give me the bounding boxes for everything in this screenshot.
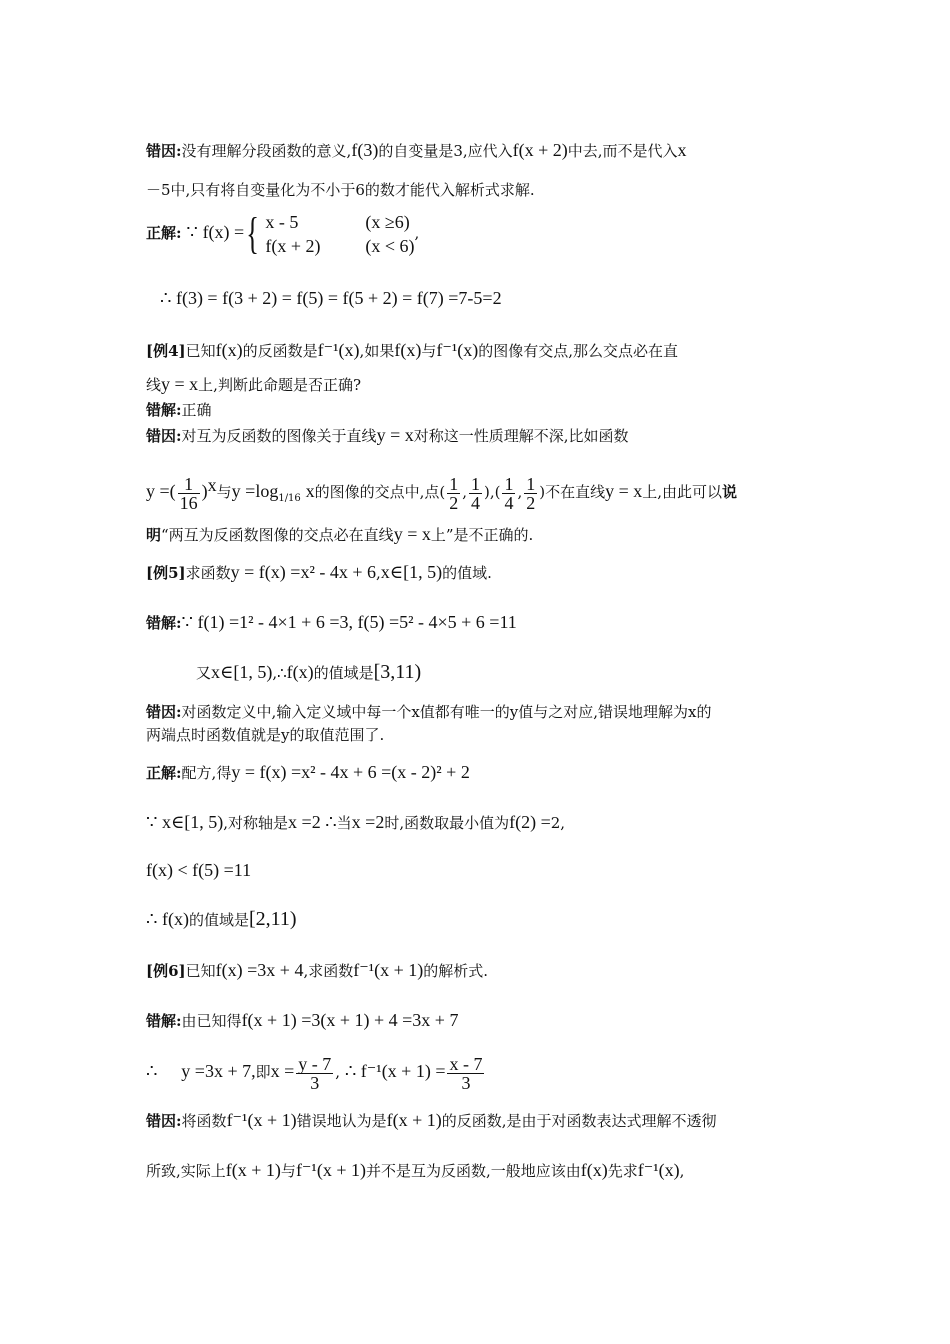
line-13: 又x∈[1, 5),∴f(x)的值域是[3,11) xyxy=(196,661,422,683)
fraction-p1-y: $\frac{1}{4}$ xyxy=(470,473,480,513)
line-1: 错因:没有理解分段函数的意义,f(3)的自变量是3,应代入f(x + 2)中去,而不是代入x xyxy=(146,140,687,160)
line-16: 正解:配方,得y = f(x) =x² - 4x + 6 =(x - 2)² + 2 xyxy=(146,762,470,782)
line-5-example4: [例4]已知f(x)的反函数是f⁻¹(x),如果f(x)与f⁻¹(x)的图像有交点,那么交点必在直 xyxy=(146,340,678,360)
line-2: －5中,只有将自变量化为不小于6的数才能代入解析式求解. xyxy=(146,181,535,199)
line-22: ∴ y =3x + 7,即x = $\frac{y - 7}{3}$ , ∴ f⁻¹(x + 1) = $\frac{x - 7}{3}$ xyxy=(146,1053,483,1093)
line-9-formula: y =( $\frac{1}{16}$ )$^x$与$y =\log_{1/16}$ x的图像的交点中,点( $\frac{1}{2}$ , $\frac{1}{4}$ ),( $\frac{1}{4}$ , $\frac{1}{2}$ )不在直线y = x上,由此可以说 xyxy=(146,473,738,513)
line-17: ∵ x∈[1, 5),对称轴是x =2 ∴当x =2时,函数取最小值为f(2) =2, xyxy=(146,812,566,832)
fraction-1-16: $\frac{1}{16}$ xyxy=(179,473,198,513)
line-21: 错解:由已知得f(x + 1) =3(x + 1) + 4 =3x + 7 xyxy=(146,1010,459,1030)
fraction-p1-x: $\frac{1}{2}$ xyxy=(449,473,459,513)
fraction-y-minus-7: $\frac{y - 7}{3}$ xyxy=(298,1053,332,1093)
line-7: 错解:正确 xyxy=(146,401,212,419)
piecewise-cases: x - 5 (x ≥6) f(x + 2) (x < 6) xyxy=(265,212,415,256)
line-23: 错因:将函数f⁻¹(x + 1)错误地认为是f(x + 1)的反函数,是由于对函数表达式理解不透彻 xyxy=(146,1110,717,1130)
line-4: ∴ f(3) = f(3 + 2) = f(5) = f(5 + 2) = f(7) =7-5=2 xyxy=(160,288,502,308)
line-24: 所致,实际上f(x + 1)与f⁻¹(x + 1)并不是互为反函数,一般地应该由f(x)先求f⁻¹(x), xyxy=(146,1160,685,1180)
left-brace: { xyxy=(246,209,260,258)
line-12: 错解:∵ f(1) =1² - 4×1 + 6 =3, f(5) =5² - 4×5 + 6 =11 xyxy=(146,612,517,632)
line-15: 两端点时函数值就是y的取值范围了. xyxy=(146,726,385,744)
line-10: 明“两互为反函数图像的交点必在直线y = x上”是不正确的. xyxy=(146,524,534,544)
line-18: f(x) < f(5) =11 xyxy=(146,860,252,880)
fraction-p2-y: $\frac{1}{2}$ xyxy=(526,473,536,513)
fraction-p2-x: $\frac{1}{4}$ xyxy=(504,473,514,513)
line-8: 错因:对互为反函数的图像关于直线y = x对称这一性质理解不深,比如函数 xyxy=(146,425,629,445)
line-3-piecewise: 正解: ∵ f(x) ={ x - 5 (x ≥6) f(x + 2) (x < 6) , xyxy=(146,209,420,258)
line-14: 错因:对函数定义中,输入定义域中每一个x值都有唯一的y值与之对应,错误地理解为x的 xyxy=(146,703,712,721)
line-11-example5: [例5]求函数y = f(x) =x² - 4x + 6,x∈[1, 5)的值域. xyxy=(146,562,492,582)
line-6: 线y = x上,判断此命题是否正确? xyxy=(146,374,361,394)
fraction-x-minus-7: $\frac{x - 7}{3}$ xyxy=(449,1053,483,1093)
line-20-example6: [例6]已知f(x) =3x + 4,求函数f⁻¹(x + 1)的解析式. xyxy=(146,960,489,980)
line-19: ∴ f(x)的值域是[2,11) xyxy=(146,908,297,930)
